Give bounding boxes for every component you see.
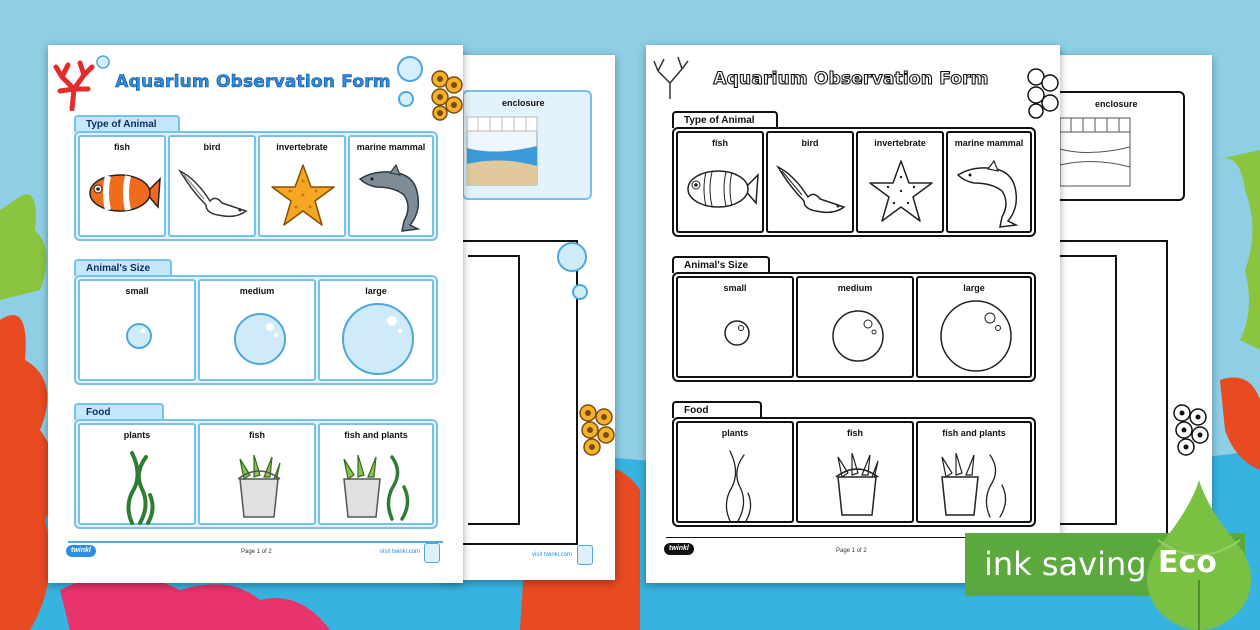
option-label: fish bbox=[113, 142, 130, 152]
option-fish[interactable] bbox=[78, 135, 166, 237]
option-label: invertebrate bbox=[276, 142, 328, 152]
option-medium[interactable] bbox=[198, 279, 316, 381]
option-bird[interactable] bbox=[168, 135, 256, 237]
animal-size-group bbox=[74, 275, 438, 385]
small-bubble-icon bbox=[124, 321, 154, 351]
option-medium[interactable] bbox=[796, 276, 914, 378]
enclosure-frame-inner bbox=[1050, 255, 1117, 525]
eco-badge-text: ink saving bbox=[984, 545, 1147, 583]
food-group bbox=[672, 417, 1036, 527]
option-label: fish bbox=[846, 428, 863, 438]
bucket-icon bbox=[234, 451, 284, 521]
option-bird[interactable] bbox=[766, 131, 854, 233]
page-title: Aquarium Observation Form bbox=[115, 72, 391, 92]
option-label: small bbox=[723, 283, 747, 293]
back-footer-url: visit twinkl.com bbox=[532, 552, 573, 558]
option-label: fish bbox=[248, 430, 265, 440]
option-label: large bbox=[365, 286, 387, 296]
enclosure-box-bw bbox=[1055, 91, 1185, 201]
food-section-heading: Food bbox=[672, 401, 762, 418]
clownfish-outline-icon bbox=[684, 161, 760, 217]
option-label: medium bbox=[837, 283, 873, 293]
footer-url[interactable]: visit twinkl.com bbox=[380, 549, 421, 555]
option-plants[interactable] bbox=[78, 423, 196, 525]
dolphin-icon bbox=[356, 163, 430, 233]
option-large[interactable] bbox=[916, 276, 1032, 378]
bubbles-icon bbox=[94, 53, 112, 71]
small-bubble-outline-icon bbox=[722, 318, 752, 348]
coral-icon bbox=[576, 403, 615, 459]
bubble-icon bbox=[555, 240, 591, 300]
page-number: Page 1 of 2 bbox=[241, 549, 272, 555]
bucket-and-seaweed-icon bbox=[340, 451, 418, 521]
option-marine-mammal[interactable] bbox=[946, 131, 1032, 233]
footer-badge-icon bbox=[424, 543, 440, 563]
coral-outline-icon bbox=[1024, 67, 1060, 119]
option-label: plants bbox=[123, 430, 151, 440]
option-label: plants bbox=[721, 428, 749, 438]
seaweed-outline-icon bbox=[718, 447, 758, 523]
option-invertebrate[interactable] bbox=[258, 135, 346, 237]
dolphin-outline-icon bbox=[954, 159, 1028, 229]
bw-front-sheet bbox=[646, 45, 1060, 583]
page-title: Aquarium Observation Form bbox=[713, 69, 989, 89]
type-of-animal-group bbox=[672, 127, 1036, 237]
bucket-and-seaweed-outline-icon bbox=[938, 449, 1016, 519]
option-label: bird bbox=[801, 138, 819, 148]
option-large[interactable] bbox=[318, 279, 434, 381]
red-coral-icon bbox=[52, 59, 96, 111]
option-label: fish and plants bbox=[344, 430, 408, 440]
large-bubble-outline-icon bbox=[938, 298, 1014, 374]
option-small[interactable] bbox=[676, 276, 794, 378]
food-section-heading: Food bbox=[74, 403, 164, 420]
twinkl-logo: twinkl bbox=[664, 543, 694, 555]
type-of-animal-group bbox=[74, 131, 438, 241]
size-section-heading: Animal's Size bbox=[672, 256, 770, 273]
seagull-icon bbox=[176, 165, 252, 225]
option-label: marine mammal bbox=[356, 142, 426, 152]
enclosure-frame-inner bbox=[468, 255, 520, 525]
medium-bubble-icon bbox=[232, 311, 288, 367]
color-front-sheet bbox=[48, 45, 463, 583]
type-section-heading: Type of Animal bbox=[672, 111, 778, 128]
enclosure-box bbox=[462, 90, 592, 200]
option-label: fish bbox=[711, 138, 728, 148]
option-label: fish and plants bbox=[942, 428, 1006, 438]
seagull-outline-icon bbox=[774, 161, 850, 221]
coral-outline-icon bbox=[650, 55, 690, 101]
page-number: Page 1 of 2 bbox=[836, 548, 867, 554]
starfish-icon bbox=[270, 163, 336, 229]
eco-badge-word: Eco bbox=[1158, 545, 1217, 580]
option-fish-food[interactable] bbox=[796, 421, 914, 523]
option-label: large bbox=[963, 283, 985, 293]
size-section-heading: Animal's Size bbox=[74, 259, 172, 276]
option-fish-and-plants[interactable] bbox=[318, 423, 434, 525]
bucket-outline-icon bbox=[832, 449, 882, 519]
enclosure-label: enclosure bbox=[1095, 99, 1138, 109]
option-label: medium bbox=[239, 286, 275, 296]
option-marine-mammal[interactable] bbox=[348, 135, 434, 237]
option-fish[interactable] bbox=[676, 131, 764, 233]
option-fish-and-plants[interactable] bbox=[916, 421, 1032, 523]
aquarium-tank-image bbox=[466, 116, 538, 186]
option-label: small bbox=[125, 286, 149, 296]
footer-divider bbox=[68, 541, 443, 543]
starfish-outline-icon bbox=[868, 159, 934, 225]
food-group bbox=[74, 419, 438, 529]
enclosure-label: enclosure bbox=[502, 98, 545, 108]
option-label: invertebrate bbox=[874, 138, 926, 148]
option-fish-food[interactable] bbox=[198, 423, 316, 525]
animal-size-group bbox=[672, 272, 1036, 382]
seaweed-icon bbox=[120, 449, 160, 525]
medium-bubble-outline-icon bbox=[830, 308, 886, 364]
twinkl-logo: twinkl bbox=[66, 545, 96, 557]
color-back-sheet bbox=[440, 55, 615, 580]
aquarium-tank-image bbox=[1059, 117, 1131, 187]
footer-badge-icon bbox=[577, 545, 593, 565]
option-invertebrate[interactable] bbox=[856, 131, 944, 233]
type-section-heading: Type of Animal bbox=[74, 115, 180, 132]
option-label: marine mammal bbox=[954, 138, 1024, 148]
option-label: bird bbox=[203, 142, 221, 152]
option-small[interactable] bbox=[78, 279, 196, 381]
option-plants[interactable] bbox=[676, 421, 794, 523]
clownfish-icon bbox=[86, 165, 162, 221]
yellow-coral-icon bbox=[428, 69, 463, 121]
large-bubble-icon bbox=[340, 301, 416, 377]
coral-icon bbox=[1170, 403, 1210, 459]
